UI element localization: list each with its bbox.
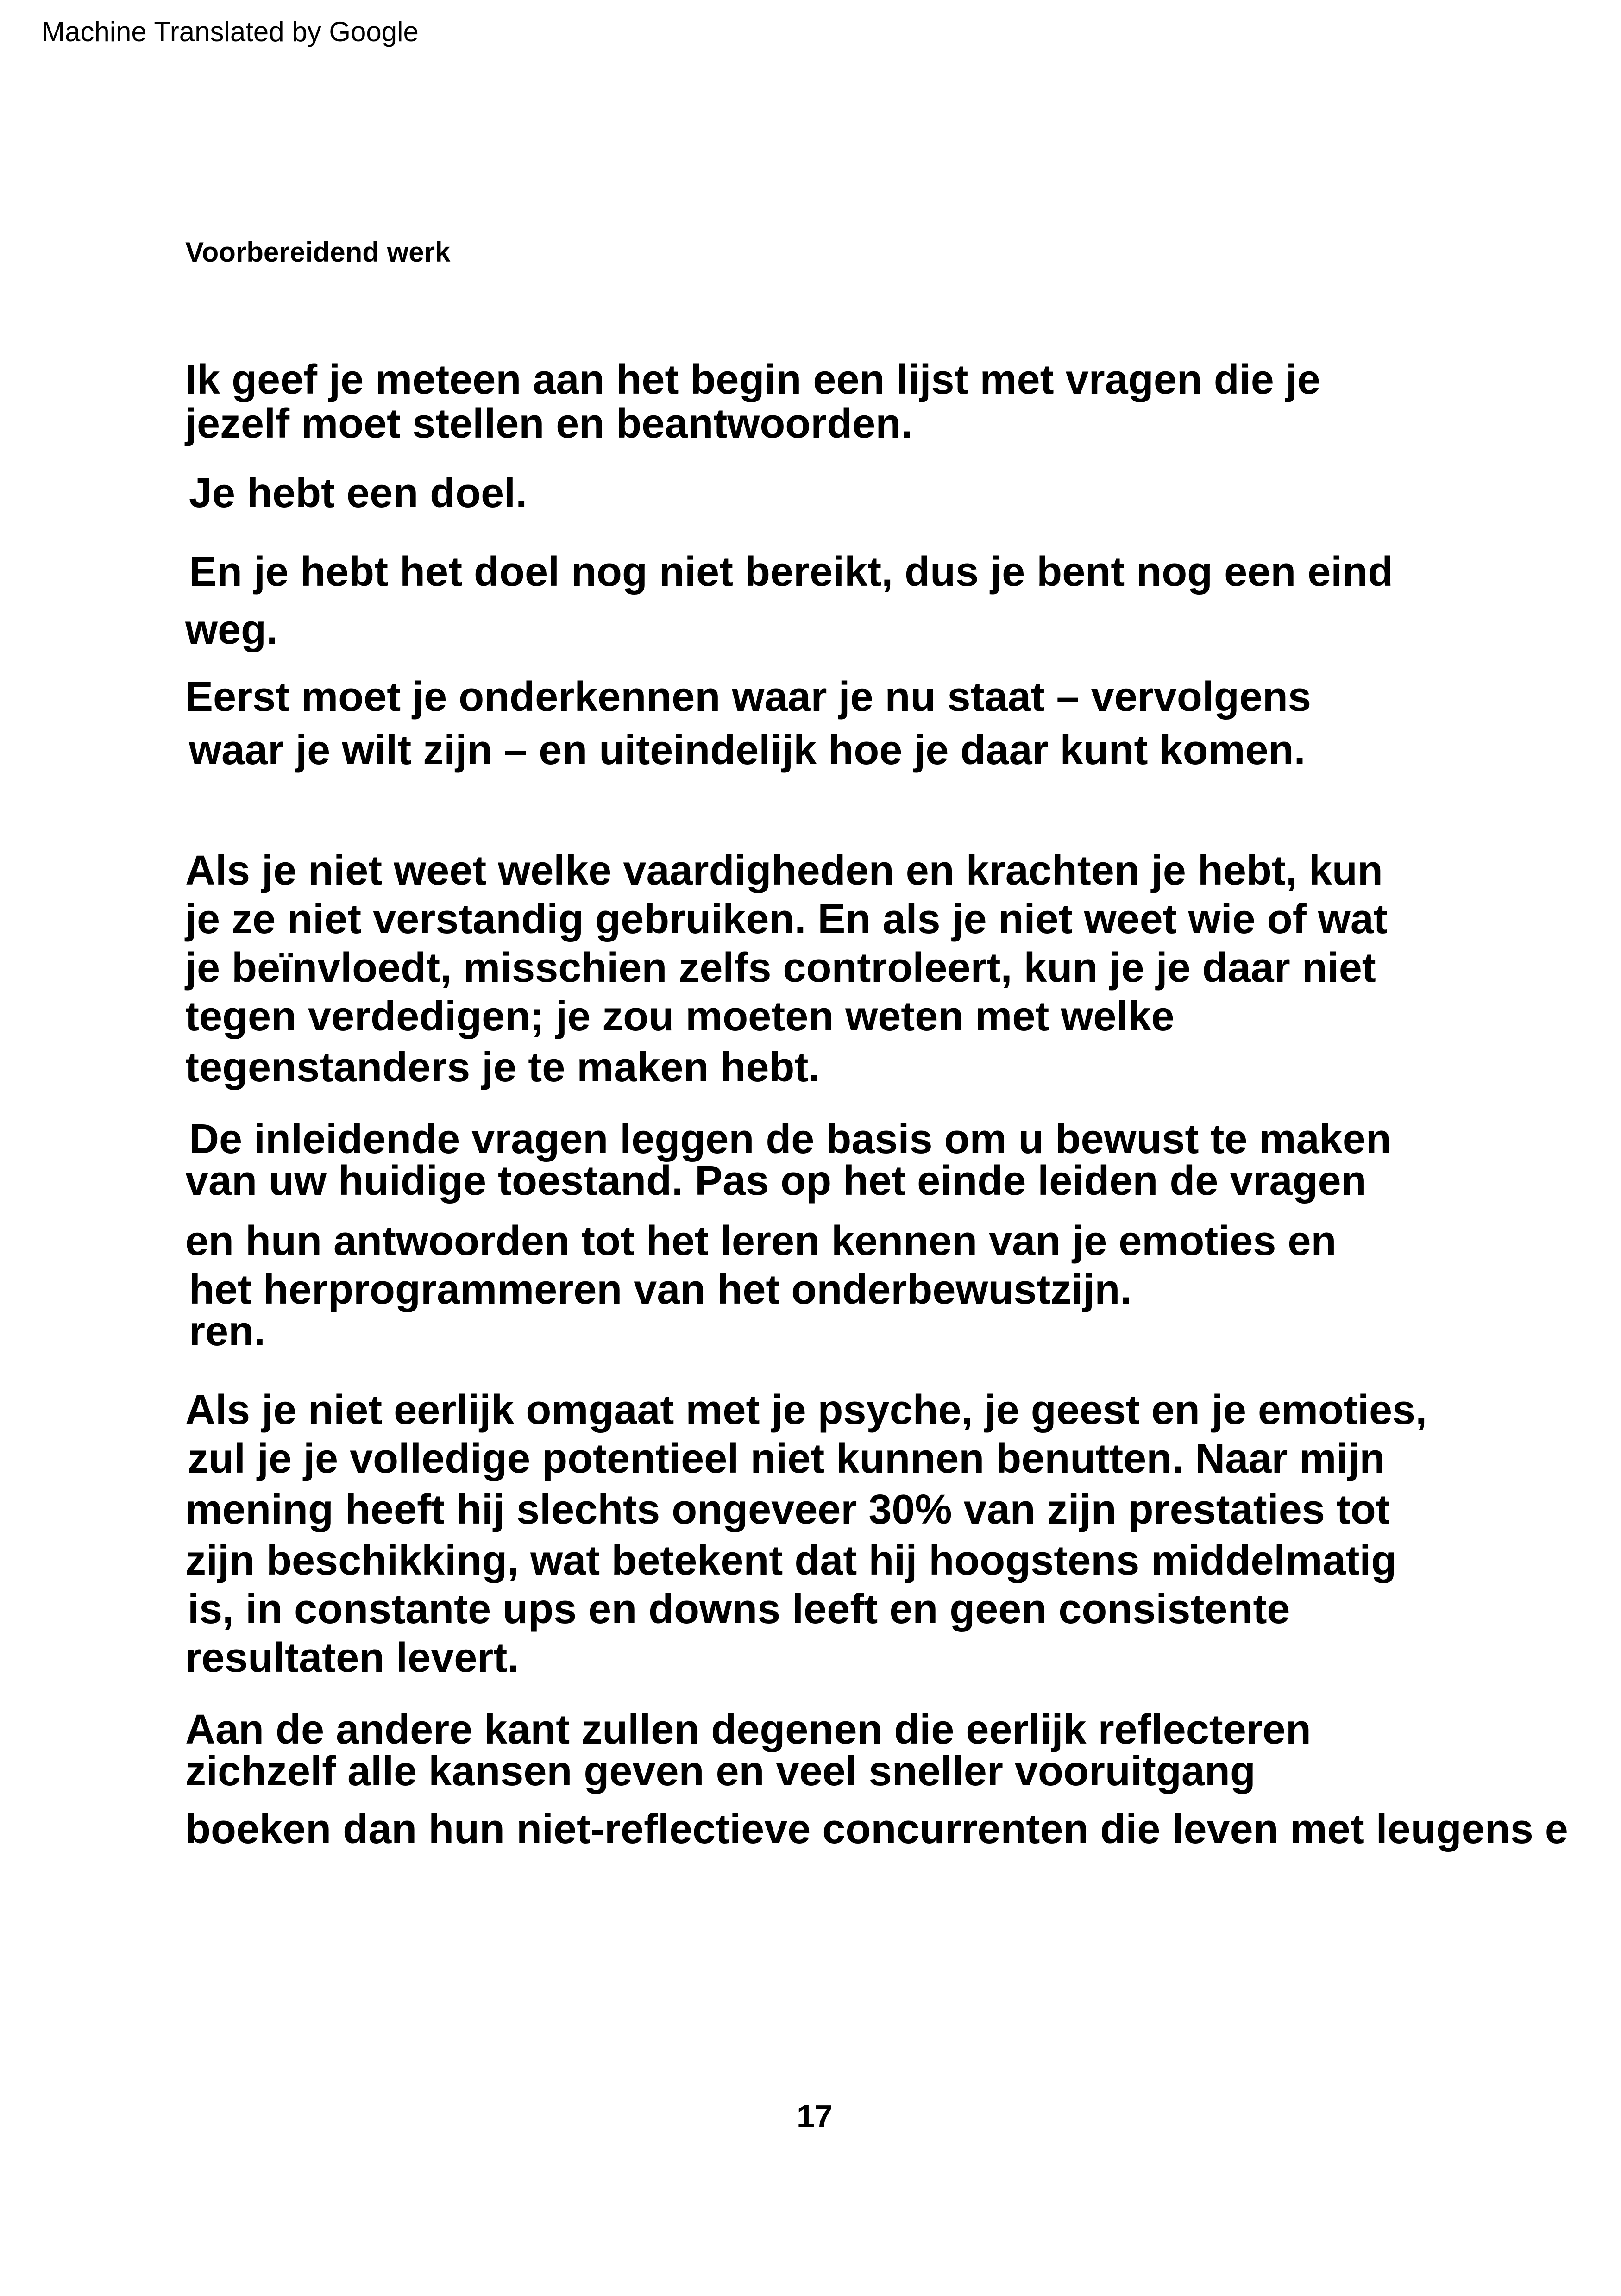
section-title: Voorbereidend werk (185, 237, 451, 268)
body-line: Als je niet eerlijk omgaat met je psyche, je geest en je emoties, (185, 1387, 1427, 1433)
body-line: Eerst moet je onderkennen waar je nu staat – vervolgens (185, 674, 1311, 720)
body-line: En je hebt het doel nog niet bereikt, dus je bent nog een eind (189, 549, 1394, 595)
body-line: en hun antwoorden tot het leren kennen van je emoties en (185, 1218, 1337, 1264)
body-line: boeken dan hun niet-reflectieve concurrenten die leven met leugens e (185, 1806, 1568, 1852)
page-number: 17 (797, 2098, 833, 2134)
body-line: waar je wilt zijn – en uiteindelijk hoe je daar kunt komen. (189, 727, 1306, 773)
body-line: De inleidende vragen leggen de basis om u bewust te maken (189, 1116, 1391, 1162)
body-line: tegen verdedigen; je zou moeten weten met welke (185, 993, 1175, 1040)
body-line: weg. (185, 607, 278, 653)
body-line: is, in constante ups en downs leeft en geen consistente (188, 1586, 1290, 1632)
body-line: van uw huidige toestand. Pas op het einde leiden de vragen (185, 1158, 1367, 1204)
body-line: Je hebt een doel. (189, 470, 528, 516)
body-line: Als je niet weet welke vaardigheden en krachten je hebt, kun (185, 847, 1383, 894)
body-line: zichzelf alle kansen geven en veel sneller vooruitgang (185, 1748, 1256, 1794)
body-line: je beïnvloedt, misschien zelfs controleert, kun je je daar niet (185, 945, 1376, 991)
body-line: resultaten levert. (185, 1635, 519, 1681)
body-line: ren. (189, 1308, 266, 1355)
body-line: Aan de andere kant zullen degenen die eerlijk reflecteren (185, 1706, 1311, 1753)
body-line: Ik geef je meteen aan het begin een lijst met vragen die je (185, 357, 1320, 403)
machine-translation-note: Machine Translated by Google (42, 16, 419, 47)
body-line: het herprogrammeren van het onderbewustzijn. (189, 1267, 1132, 1313)
body-line: zul je je volledige potentieel niet kunnen benutten. Naar mijn (188, 1436, 1385, 1482)
body-line: tegenstanders je te maken hebt. (185, 1044, 820, 1091)
body-line: je ze niet verstandig gebruiken. En als je niet weet wie of wat (185, 896, 1388, 942)
body-line: mening heeft hij slechts ongeveer 30% van zijn prestaties tot (185, 1487, 1390, 1533)
body-line: zijn beschikking, wat betekent dat hij hoogstens middelmatig (185, 1537, 1397, 1584)
body-line: jezelf moet stellen en beantwoorden. (185, 401, 913, 447)
